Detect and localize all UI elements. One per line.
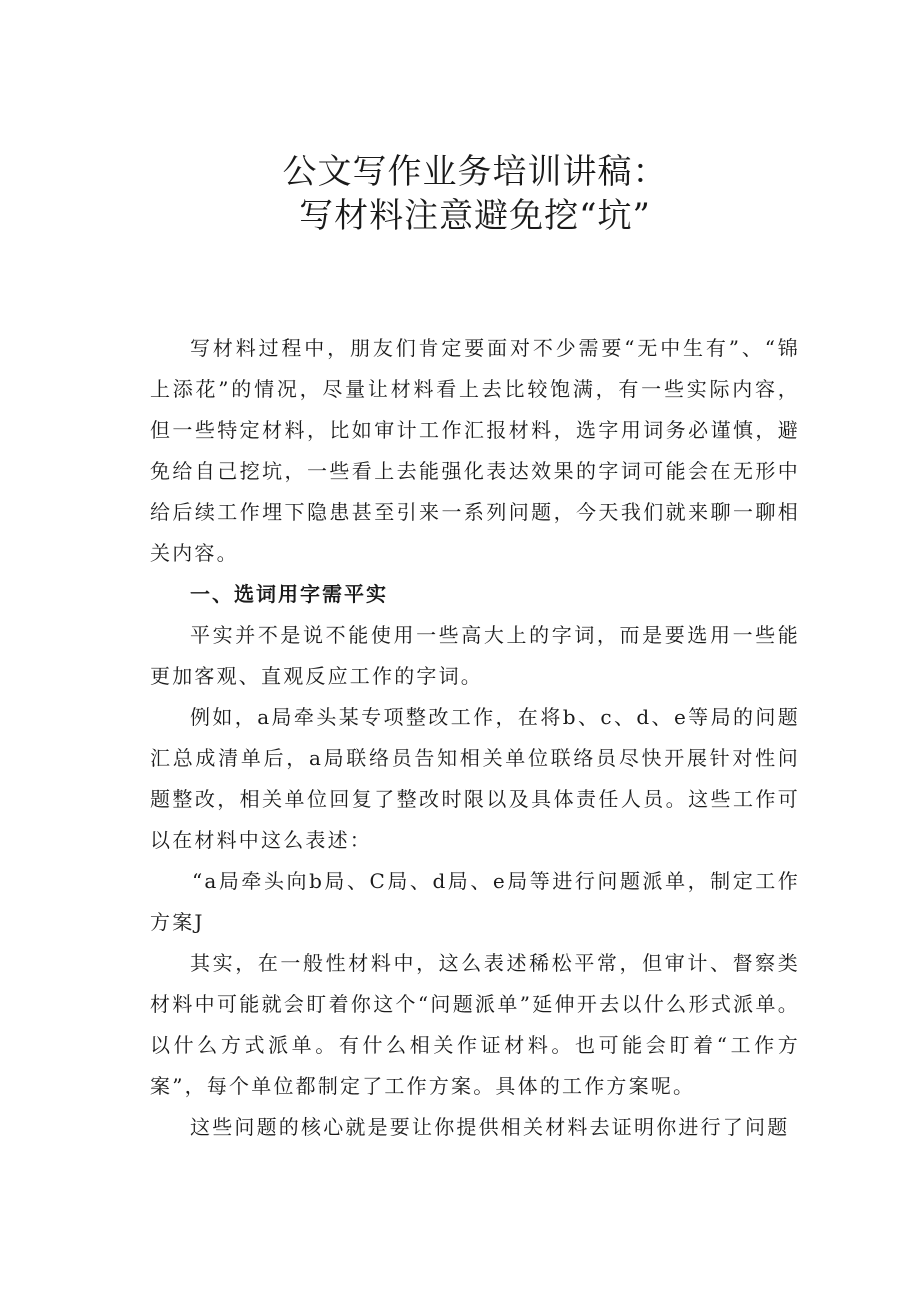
body-paragraph-3: 其实，在一般性材料中，这么表述稀松平常，但审计、督察类材料中可能就会盯着你这个“问题派单”延伸开去以什么形式派单。以什么方式派单。有什么相关作证材料。也可能会盯着“工作方案”，每个单位都制定了工作方案。具体的工作方案呢。 [150,951,800,1098]
document-title [150,150,800,238]
body-paragraph-4: 这些问题的核心就是要让你提供相关材料去证明你进行了问题 [190,1115,790,1139]
quoted-paragraph: “a局牵头向b局、C局、d局、e局等进行问题派单，制定工作方案J [150,869,800,934]
body-paragraph-2: 例如，a局牵头某专项整改工作，在将b、c、d、e等局的问题汇总成清单后，a局联络员告知相关单位联络员尽快开展针对性问题整改，相关单位回复了整改时限以及具体责任人员。这些工作可以在材料中这么表述： [150,705,800,852]
body-paragraph-1: 平实并不是说不能使用一些高大上的字词，而是要选用一些能更加客观、直观反应工作的字词。 [150,623,800,688]
title-line-1: 公文写作业务培训讲稿： [282,152,668,192]
title-line-2: 写材料注意避免挖“坑” [299,196,651,236]
document-page [150,150,800,1148]
intro-paragraph: 写材料过程中，朋友们肯定要面对不少需要“无中生有”、“锦上添花”的情况，尽量让材料看上去比较饱满，有一些实际内容，但一些特定材料，比如审计工作汇报材料，选字用词务必谨慎，避免给自己挖坑，一些看上去能强化表达效果的字词可能会在无形中给后续工作埋下隐患甚至引来一系列问题，今天我们就来聊一聊相关内容。 [150,336,800,565]
section-heading-1: 一、选词用字需平实 [190,582,388,606]
